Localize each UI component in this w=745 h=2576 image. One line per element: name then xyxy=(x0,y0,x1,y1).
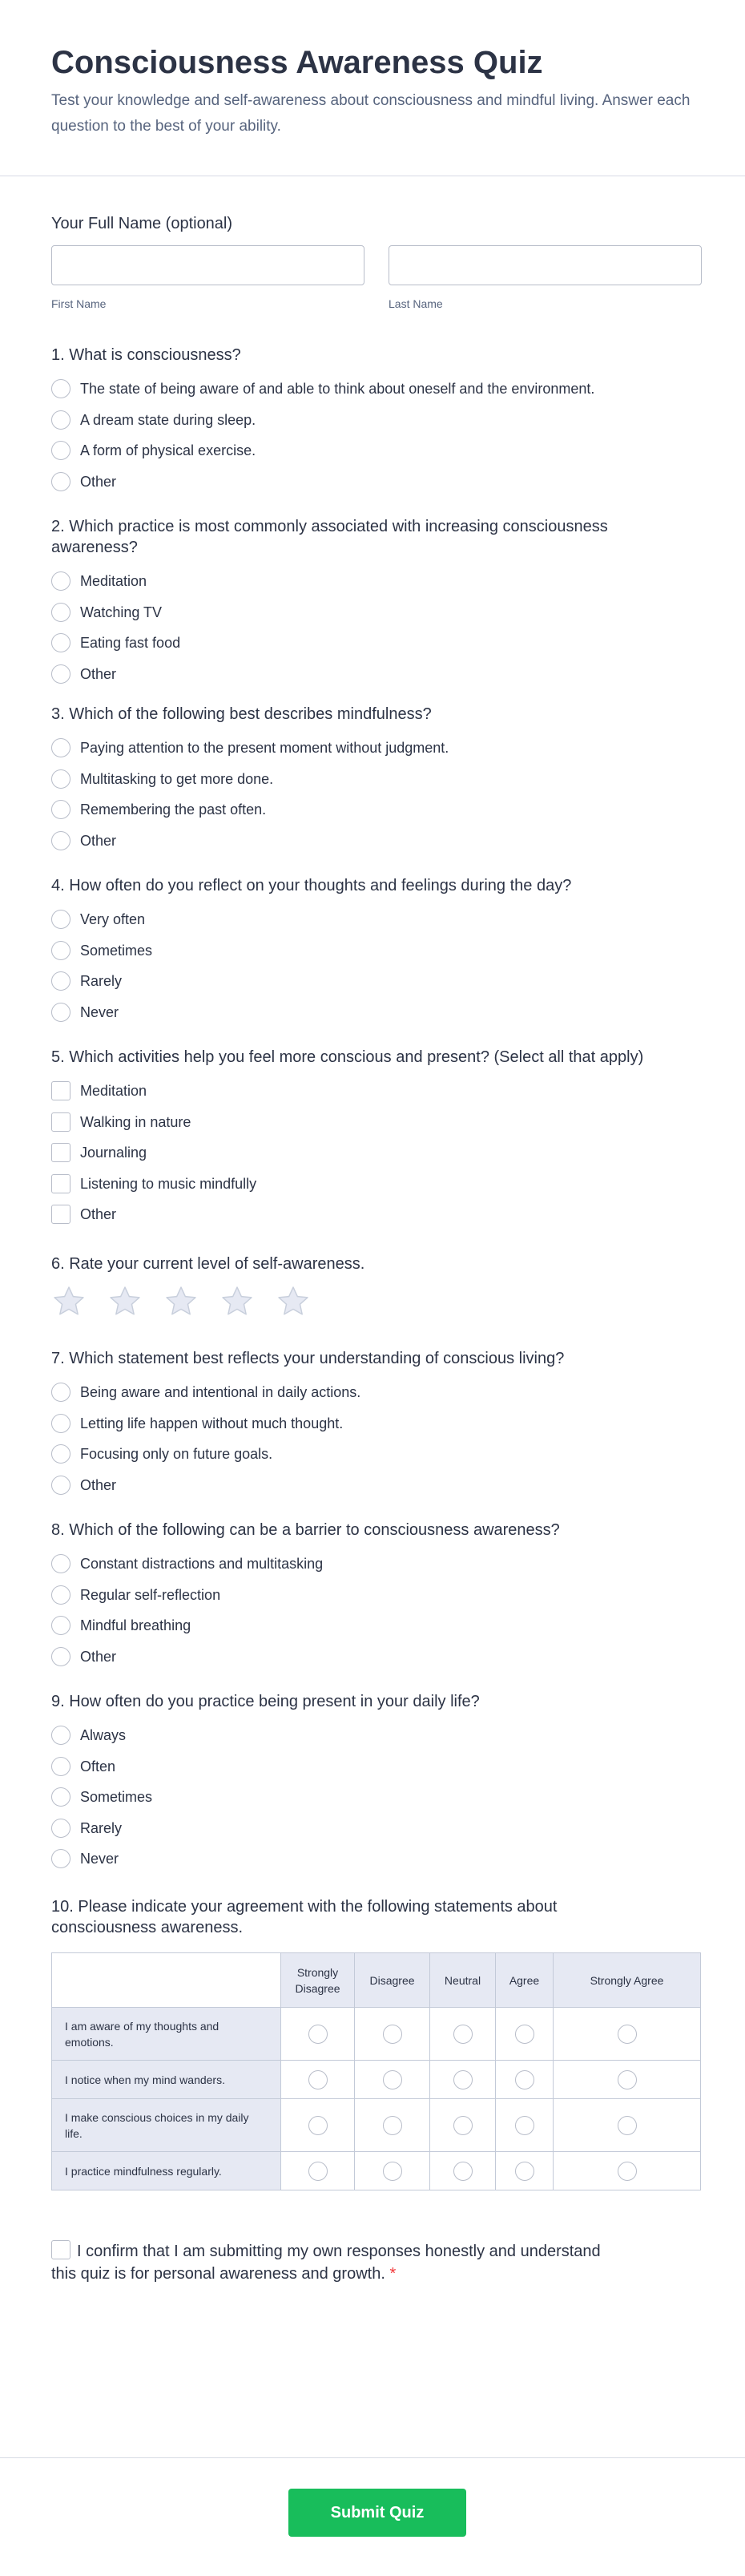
question-5 xyxy=(51,1047,694,1254)
required-mark: * xyxy=(389,2265,397,2283)
radio-button[interactable] xyxy=(51,1444,70,1464)
question-label: 2. Which practice is most commonly associated with increasing consciousness awareness? xyxy=(51,518,608,556)
matrix-radio-button[interactable] xyxy=(308,2025,328,2044)
radio-option[interactable] xyxy=(51,1470,694,1501)
matrix-cell xyxy=(355,2099,430,2152)
matrix-row xyxy=(52,2152,701,2190)
matrix-cell xyxy=(430,2008,496,2061)
option-label: Other xyxy=(80,473,117,490)
matrix-radio-button[interactable] xyxy=(453,2070,473,2089)
radio-button[interactable] xyxy=(51,1383,70,1402)
option-label: A dream state during sleep. xyxy=(80,411,256,428)
matrix-cell xyxy=(355,2008,430,2061)
question-6 xyxy=(51,1254,694,1348)
star-icon[interactable] xyxy=(276,1284,311,1319)
radio-button[interactable] xyxy=(51,472,70,491)
questions-list xyxy=(51,345,694,2190)
matrix-radio-button[interactable] xyxy=(453,2025,473,2044)
radio-option[interactable] xyxy=(51,794,694,826)
submit-quiz-button[interactable]: Submit Quiz xyxy=(288,2489,466,2537)
option-label: A form of physical exercise. xyxy=(80,442,256,459)
radio-button[interactable] xyxy=(51,441,70,460)
question-label: 4. How often do you reflect on your thoughts and feelings during the day? xyxy=(51,877,572,894)
radio-option[interactable] xyxy=(51,1377,694,1408)
matrix-radio-button[interactable] xyxy=(308,2162,328,2181)
radio-option[interactable] xyxy=(51,904,694,935)
matrix-radio-button[interactable] xyxy=(618,2025,637,2044)
matrix-radio-button[interactable] xyxy=(308,2116,328,2135)
star-icon[interactable] xyxy=(51,1284,87,1319)
option-label: Other xyxy=(80,1206,117,1223)
matrix-radio-button[interactable] xyxy=(383,2162,402,2181)
option-label: Very often xyxy=(80,911,146,928)
matrix-row xyxy=(52,2099,701,2152)
option-label: Never xyxy=(80,1003,119,1020)
question-9 xyxy=(51,1691,694,1896)
matrix-radio-button[interactable] xyxy=(453,2162,473,2181)
radio-option[interactable] xyxy=(51,1843,694,1875)
option-label: Mindful breathing xyxy=(80,1617,191,1634)
checkbox-option[interactable] xyxy=(51,1107,694,1138)
star-icon[interactable] xyxy=(219,1284,255,1319)
matrix-radio-button[interactable] xyxy=(383,2116,402,2135)
radio-option[interactable] xyxy=(51,1439,694,1470)
option-label: Remembering the past often. xyxy=(80,801,267,818)
first-name-input[interactable] xyxy=(51,245,364,285)
option-label: Paying attention to the present moment without judgment. xyxy=(80,740,449,757)
checkbox-option[interactable] xyxy=(51,1169,694,1200)
matrix-row-label: I notice when my mind wanders. xyxy=(52,2061,281,2099)
question-label: 8. Which of the following can be a barrier to consciousness awareness? xyxy=(51,1521,560,1539)
matrix-radio-button[interactable] xyxy=(618,2162,637,2181)
radio-button[interactable] xyxy=(51,1585,70,1605)
matrix-radio-button[interactable] xyxy=(618,2116,637,2135)
matrix-radio-button[interactable] xyxy=(308,2070,328,2089)
option-label: The state of being aware of and able to think about oneself and the environment. xyxy=(80,381,595,398)
radio-button[interactable] xyxy=(51,633,70,652)
confirm-field xyxy=(51,2240,694,2285)
matrix-cell xyxy=(430,2152,496,2190)
radio-button[interactable] xyxy=(51,1757,70,1776)
radio-option[interactable] xyxy=(51,1580,694,1611)
radio-option[interactable] xyxy=(51,826,694,857)
matrix-cell xyxy=(554,2152,701,2190)
radio-button[interactable] xyxy=(51,410,70,430)
checkbox-option[interactable] xyxy=(51,1199,694,1230)
option-label: Watching TV xyxy=(80,604,163,620)
full-name-field xyxy=(51,213,694,345)
matrix-cell xyxy=(496,2008,554,2061)
radio-button[interactable] xyxy=(51,1647,70,1666)
option-label: Sometimes xyxy=(80,1789,153,1806)
star-icon[interactable] xyxy=(107,1284,143,1319)
option-label: Other xyxy=(80,1648,117,1665)
matrix-cell xyxy=(281,2099,355,2152)
page-title: Consciousness Awareness Quiz xyxy=(51,45,543,80)
matrix-radio-button[interactable] xyxy=(515,2025,534,2044)
option-label: Listening to music mindfully xyxy=(80,1175,257,1192)
radio-option[interactable] xyxy=(51,997,694,1028)
checkbox[interactable] xyxy=(51,1143,70,1162)
matrix-cell xyxy=(496,2152,554,2190)
option-label: Eating fast food xyxy=(80,635,181,652)
option-label: Journaling xyxy=(80,1145,147,1161)
matrix-cell xyxy=(355,2152,430,2190)
agreement-matrix xyxy=(51,1952,701,2190)
radio-option[interactable] xyxy=(51,935,694,967)
option-label: Sometimes xyxy=(80,942,153,959)
radio-button[interactable] xyxy=(51,1849,70,1868)
matrix-cell xyxy=(281,2008,355,2061)
matrix-row-label: I am aware of my thoughts and emotions. xyxy=(52,2008,281,2061)
option-label: Constant distractions and multitasking xyxy=(80,1556,324,1573)
radio-option[interactable] xyxy=(51,966,694,997)
star-rating xyxy=(51,1284,694,1319)
radio-button[interactable] xyxy=(51,1003,70,1022)
radio-option[interactable] xyxy=(51,764,694,795)
question-10 xyxy=(51,1896,694,2190)
checkbox[interactable] xyxy=(51,1112,70,1132)
radio-button[interactable] xyxy=(51,1554,70,1573)
checkbox[interactable] xyxy=(51,1205,70,1224)
option-label: Being aware and intentional in daily actions. xyxy=(80,1384,361,1401)
matrix-cell xyxy=(496,2099,554,2152)
radio-button[interactable] xyxy=(51,379,70,398)
form-footer xyxy=(0,2457,745,2576)
matrix-radio-button[interactable] xyxy=(618,2070,637,2089)
option-label: Always xyxy=(80,1727,127,1744)
full-name-label: Your Full Name (optional) xyxy=(51,215,233,232)
matrix-column-header: Agree xyxy=(496,1953,554,2008)
matrix-radio-button[interactable] xyxy=(515,2070,534,2089)
radio-button[interactable] xyxy=(51,1787,70,1807)
question-label: 1. What is consciousness? xyxy=(51,346,241,364)
radio-button[interactable] xyxy=(51,941,70,960)
radio-option[interactable] xyxy=(51,373,694,405)
matrix-radio-button[interactable] xyxy=(383,2070,402,2089)
radio-option[interactable] xyxy=(51,659,694,690)
question-label: 5. Which activities help you feel more conscious and present? (Select all that apply) xyxy=(51,1048,644,1066)
radio-option[interactable] xyxy=(51,405,694,436)
radio-option[interactable] xyxy=(51,597,694,628)
form-content xyxy=(0,176,745,2285)
question-label: 6. Rate your current level of self-awareness. xyxy=(51,1255,365,1273)
checkbox-option[interactable] xyxy=(51,1137,694,1169)
last-name-sublabel: Last Name xyxy=(389,297,443,310)
radio-button[interactable] xyxy=(51,738,70,757)
option-label: Often xyxy=(80,1758,116,1775)
radio-button[interactable] xyxy=(51,603,70,622)
option-label: Rarely xyxy=(80,973,123,990)
option-label: Letting life happen without much thought. xyxy=(80,1415,344,1431)
option-label: Multitasking to get more done. xyxy=(80,770,274,787)
last-name-input[interactable] xyxy=(389,245,702,285)
radio-option[interactable] xyxy=(51,628,694,659)
option-label: Other xyxy=(80,832,117,849)
radio-button[interactable] xyxy=(51,1819,70,1838)
radio-button[interactable] xyxy=(51,664,70,684)
matrix-cell xyxy=(554,2099,701,2152)
radio-button[interactable] xyxy=(51,1616,70,1635)
question-8 xyxy=(51,1520,694,1691)
radio-option[interactable] xyxy=(51,1782,694,1813)
matrix-row xyxy=(52,2061,701,2099)
question-7 xyxy=(51,1348,694,1520)
question-2 xyxy=(51,516,694,704)
radio-button[interactable] xyxy=(51,831,70,850)
matrix-corner xyxy=(52,1953,281,2008)
radio-button[interactable] xyxy=(51,769,70,789)
option-label: Focusing only on future goals. xyxy=(80,1446,273,1463)
radio-button[interactable] xyxy=(51,1414,70,1433)
question-label: 10. Please indicate your agreement with the following statements about consciousness awareness. xyxy=(51,1898,558,1936)
radio-button[interactable] xyxy=(51,1476,70,1495)
checkbox-option[interactable] xyxy=(51,1076,694,1107)
matrix-radio-button[interactable] xyxy=(453,2116,473,2135)
radio-option[interactable] xyxy=(51,566,694,597)
radio-option[interactable] xyxy=(51,1813,694,1844)
matrix-cell xyxy=(430,2099,496,2152)
radio-option[interactable] xyxy=(51,1408,694,1439)
star-icon[interactable] xyxy=(163,1284,199,1319)
radio-button[interactable] xyxy=(51,800,70,819)
form-header xyxy=(0,0,745,176)
radio-option[interactable] xyxy=(51,466,694,498)
option-label: Walking in nature xyxy=(80,1113,191,1130)
matrix-cell xyxy=(430,2061,496,2099)
radio-button[interactable] xyxy=(51,1726,70,1745)
matrix-column-header: Strongly Agree xyxy=(554,1953,701,2008)
question-label: 3. Which of the following best describes mindfulness? xyxy=(51,705,432,723)
option-label: Never xyxy=(80,1851,119,1867)
radio-button[interactable] xyxy=(51,571,70,591)
matrix-column-header: Disagree xyxy=(355,1953,430,2008)
matrix-cell xyxy=(554,2008,701,2061)
matrix-column-header: Strongly Disagree xyxy=(281,1953,355,2008)
radio-option[interactable] xyxy=(51,1641,694,1673)
confirm-text: I confirm that I am submitting my own responses honestly and understand this quiz is for personal awareness and growth. xyxy=(51,2243,601,2283)
option-label: Rarely xyxy=(80,1819,123,1836)
option-label: Other xyxy=(80,1476,117,1493)
checkbox[interactable] xyxy=(51,1174,70,1193)
matrix-radio-button[interactable] xyxy=(383,2025,402,2044)
matrix-cell xyxy=(355,2061,430,2099)
matrix-cell xyxy=(496,2061,554,2099)
radio-option[interactable] xyxy=(51,1610,694,1641)
first-name-sublabel: First Name xyxy=(51,297,107,310)
question-3 xyxy=(51,704,694,875)
page-subtitle: Test your knowledge and self-awareness about consciousness and mindful living. Answer each question to the best of your ability. xyxy=(51,92,691,135)
option-label: Meditation xyxy=(80,573,147,590)
matrix-row-label: I make conscious choices in my daily life. xyxy=(52,2099,281,2152)
checkbox[interactable] xyxy=(51,1081,70,1100)
question-1 xyxy=(51,345,694,516)
matrix-column-header: Neutral xyxy=(430,1953,496,2008)
option-label: Meditation xyxy=(80,1083,147,1100)
radio-option[interactable] xyxy=(51,733,694,764)
option-label: Regular self-reflection xyxy=(80,1586,221,1603)
question-4 xyxy=(51,875,694,1047)
matrix-radio-button[interactable] xyxy=(515,2162,534,2181)
matrix-cell xyxy=(281,2061,355,2099)
option-label: Other xyxy=(80,665,117,682)
matrix-row xyxy=(52,2008,701,2061)
matrix-row-label: I practice mindfulness regularly. xyxy=(52,2152,281,2190)
matrix-cell xyxy=(281,2152,355,2190)
confirm-checkbox[interactable] xyxy=(51,2240,70,2259)
radio-option[interactable] xyxy=(51,1751,694,1783)
radio-option[interactable] xyxy=(51,435,694,466)
radio-button[interactable] xyxy=(51,910,70,929)
radio-button[interactable] xyxy=(51,971,70,991)
radio-option[interactable] xyxy=(51,1548,694,1580)
matrix-radio-button[interactable] xyxy=(515,2116,534,2135)
question-label: 7. Which statement best reflects your understanding of conscious living? xyxy=(51,1350,565,1367)
matrix-cell xyxy=(554,2061,701,2099)
question-label: 9. How often do you practice being present in your daily life? xyxy=(51,1693,480,1710)
radio-option[interactable] xyxy=(51,1720,694,1751)
